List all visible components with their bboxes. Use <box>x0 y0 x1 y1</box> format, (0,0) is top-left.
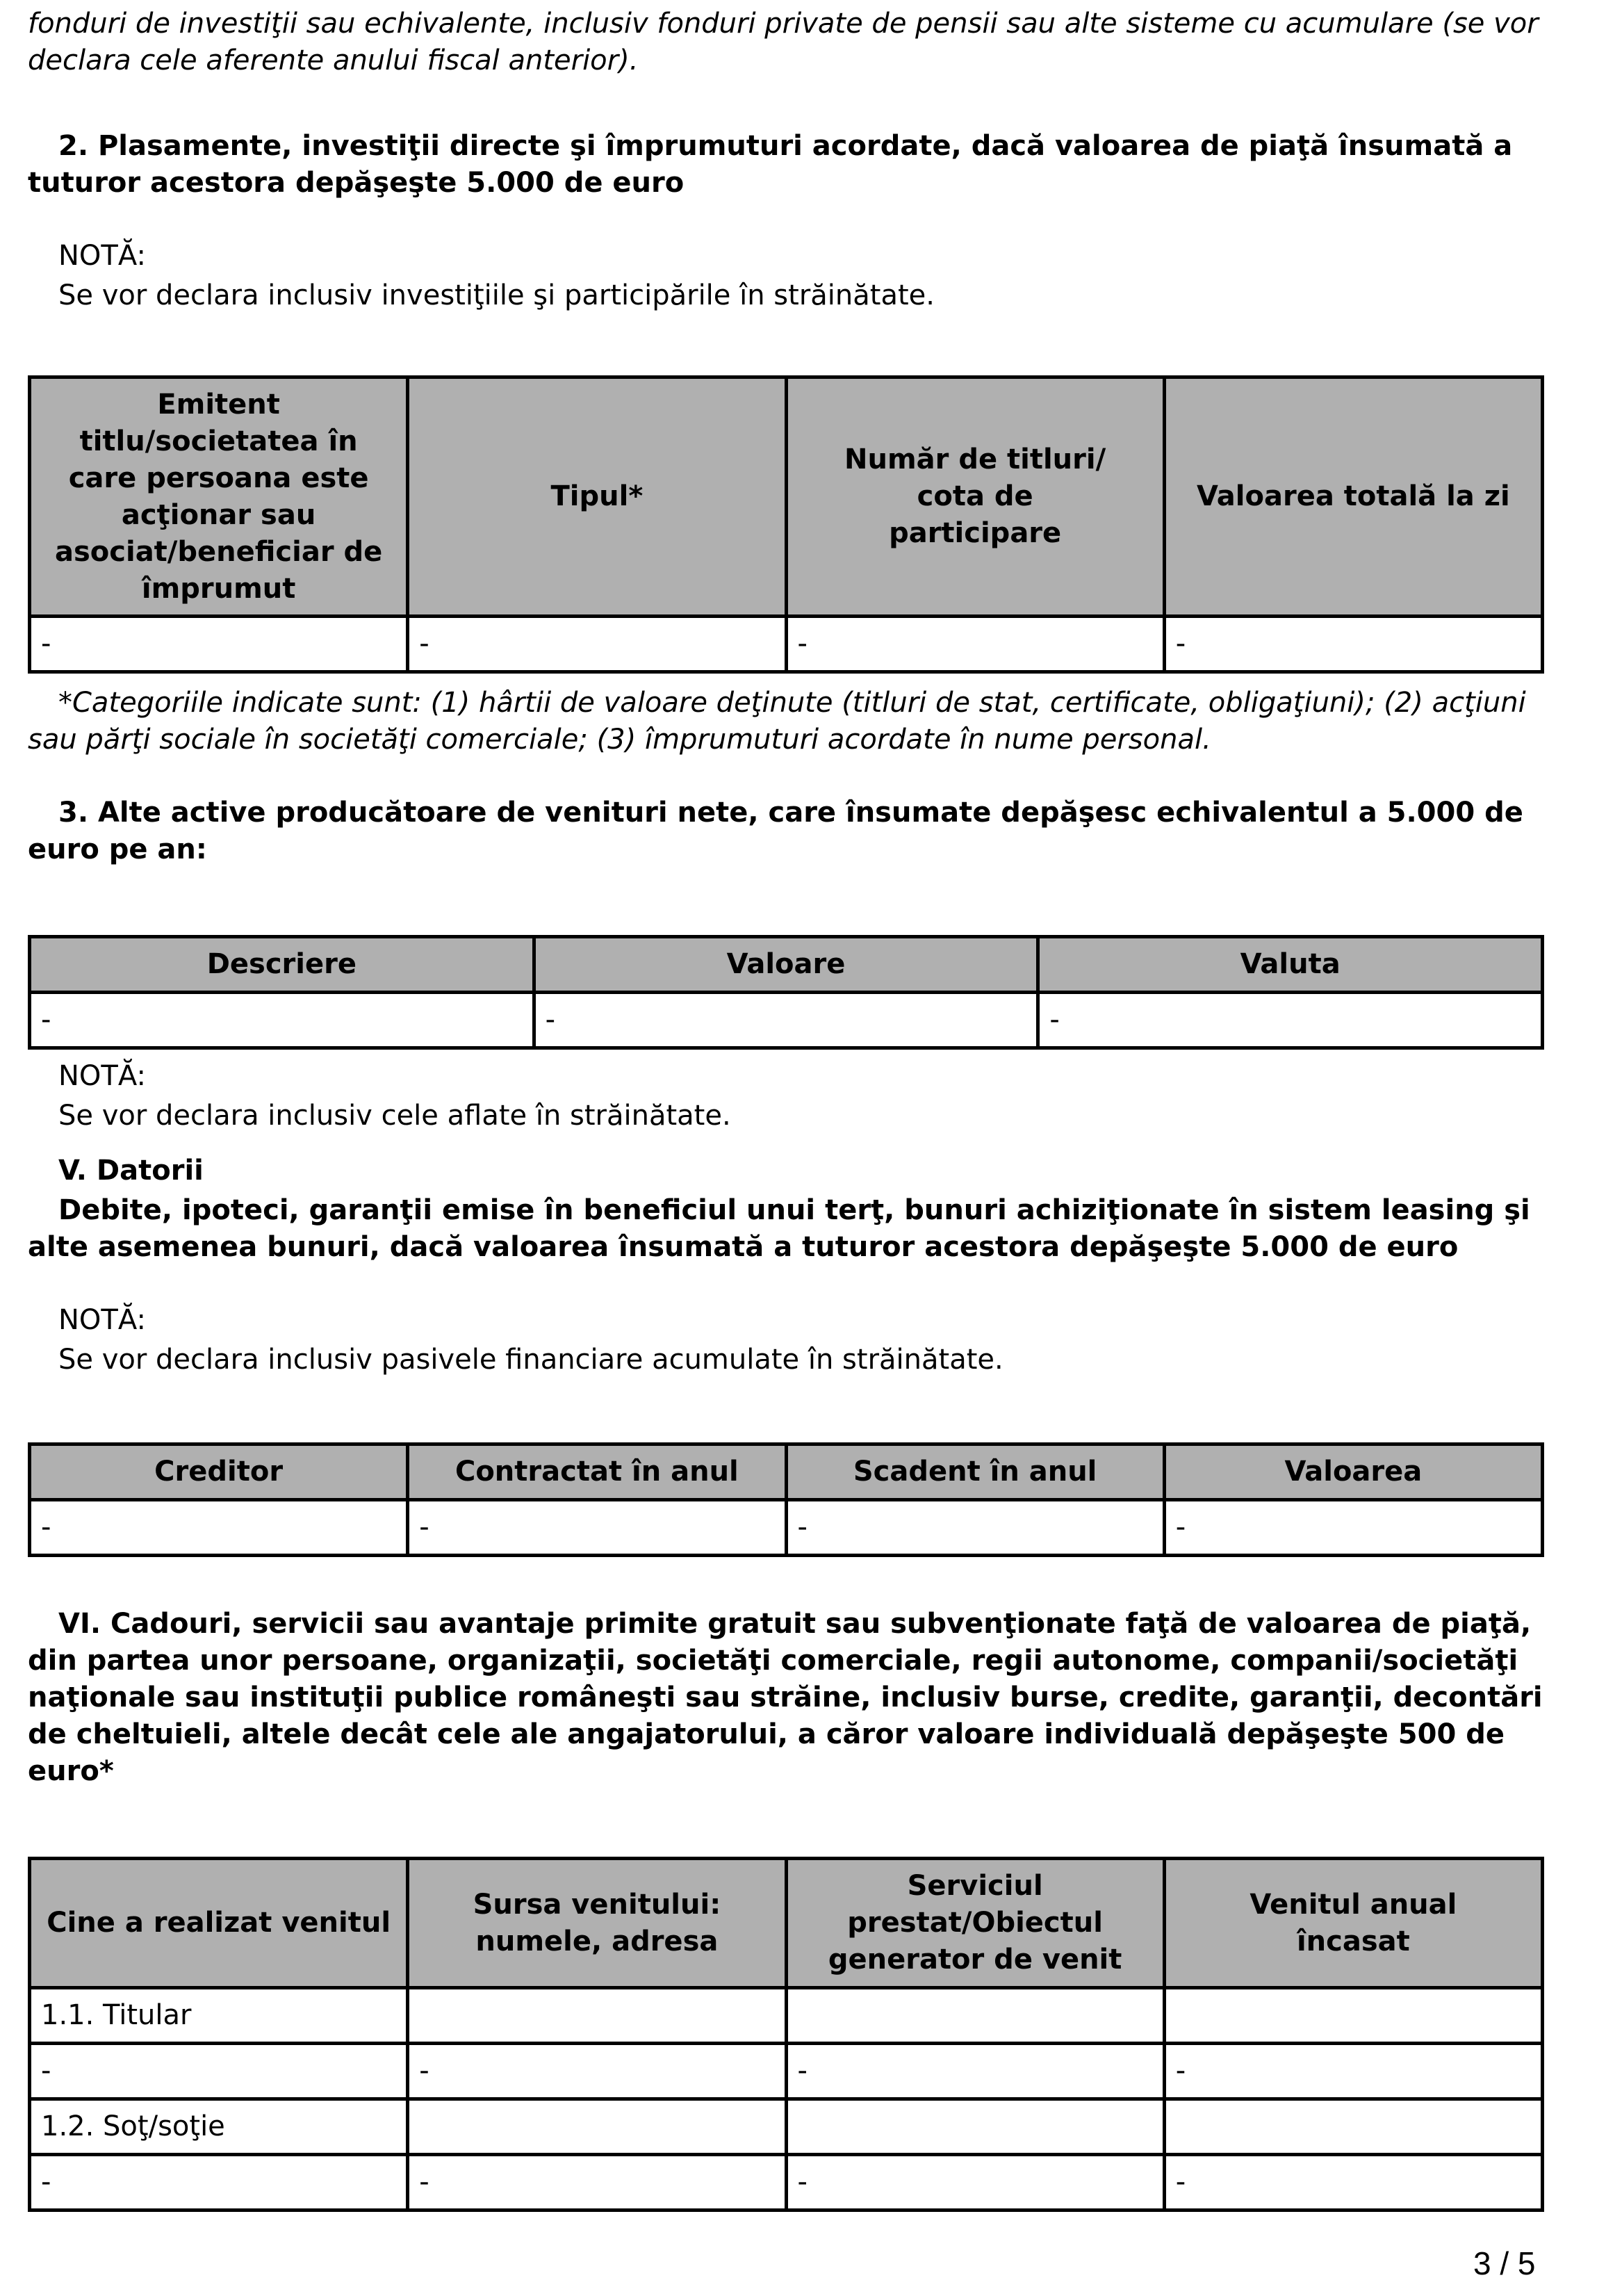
table-cell: - <box>786 1500 1164 1556</box>
table-row <box>30 1988 1543 2044</box>
column-header: Valoarea <box>1164 1444 1542 1500</box>
column-header: Valoarea totală la zi <box>1164 377 1542 617</box>
table-cell: - <box>30 2155 408 2210</box>
table-cell: - <box>1038 993 1543 1048</box>
table-cell <box>786 1988 1164 2044</box>
table-cell: - <box>408 2155 786 2210</box>
table-cell: - <box>1164 1500 1542 1556</box>
table-header-row <box>30 1444 1543 1500</box>
column-header: Valoare <box>534 937 1038 993</box>
table-row <box>30 2155 1543 2210</box>
column-header: Scadent în anul <box>786 1444 1164 1500</box>
other-assets-table <box>28 935 1544 1050</box>
section5-note-text: Se vor declara inclusiv pasivele financiare acumulate în străinătate. <box>58 1344 1003 1376</box>
table-cell <box>786 2099 1164 2155</box>
table-cell: - <box>786 617 1164 672</box>
intro-continuation: fonduri de investiţii sau echivalente, inclusiv fonduri private de pensii sau alte sisteme cu acumulare (se vor declara cele aferente anului fiscal anterior). <box>28 8 1539 76</box>
table-cell: - <box>408 1500 786 1556</box>
column-header: Serviciul prestat/Obiectul generator de venit <box>786 1859 1164 1988</box>
section3-heading: 3. Alte active producătoare de venituri nete, care însumate depăşesc echivalentul a 5.000 de euro pe an: <box>28 797 1523 865</box>
column-header: Venitul anual încasat <box>1164 1859 1542 1988</box>
table-cell: 1.1. Titular <box>30 1988 408 2044</box>
column-header: Creditor <box>30 1444 408 1500</box>
section5-note-label: NOTĂ: <box>58 1304 146 1336</box>
document-page <box>28 0 1544 2212</box>
column-header: Valuta <box>1038 937 1543 993</box>
section5-title: V. Datorii <box>58 1155 204 1187</box>
debts-table <box>28 1442 1544 1557</box>
table-cell: - <box>534 993 1038 1048</box>
table-cell: - <box>30 2044 408 2099</box>
table-row <box>30 2044 1543 2099</box>
table-cell: - <box>30 993 534 1048</box>
column-header: Descriere <box>30 937 534 993</box>
table-cell <box>1164 2099 1542 2155</box>
table-cell <box>408 1988 786 2044</box>
section3-note-label: NOTĂ: <box>58 1060 146 1092</box>
section2-heading: 2. Plasamente, investiţii directe şi împrumuturi acordate, dacă valoarea de piaţă însumată a tuturor acestora depăşeşte 5.000 de euro <box>28 130 1513 199</box>
column-header: Cine a realizat venitul <box>30 1859 408 1988</box>
section2-footnote: *Categoriile indicate sunt: (1) hârtii de valoare deţinute (titluri de stat, certificate, obligaţiuni); (2) acţiuni sau părţi sociale în societăţi comerciale; (3) împrumuturi acordate în nume personal. <box>28 687 1526 756</box>
table-cell: - <box>30 1500 408 1556</box>
column-header: Sursa venitului: numele, adresa <box>408 1859 786 1988</box>
table-cell: - <box>1164 2155 1542 2210</box>
table-row <box>30 993 1543 1048</box>
table-cell: - <box>786 2155 1164 2210</box>
investments-table <box>28 375 1544 674</box>
section2-note-text: Se vor declara inclusiv investiţiile şi participările în străinătate. <box>58 279 935 311</box>
column-header: Număr de titluri/ cota de participare <box>786 377 1164 617</box>
table-row <box>30 2099 1543 2155</box>
table-header-row <box>30 377 1543 617</box>
table-cell <box>408 2099 786 2155</box>
section6-heading: VI. Cadouri, servicii sau avantaje primite gratuit sau subvenţionate faţă de valoarea de piaţă, din partea unor persoane, organizaţii, societăţi comerciale, regii autonome, companii/societăţi naţionale sau instituţii publice româneşti sau străine, inclusiv burse, credite, garanţii, decontări de cheltuieli, altele decât cele ale angajatorului, a căror valoare individuală depăşeşte 500 de euro* <box>28 1608 1543 1787</box>
section2-note-label: NOTĂ: <box>58 240 146 272</box>
table-header-row <box>30 1859 1543 1988</box>
table-cell: - <box>1164 617 1542 672</box>
section3-note-text: Se vor declara inclusiv cele aflate în străinătate. <box>58 1100 731 1132</box>
page-number: 3 / 5 <box>1473 2245 1536 2281</box>
table-row <box>30 617 1543 672</box>
column-header: Tipul* <box>408 377 786 617</box>
table-cell <box>1164 1988 1542 2044</box>
table-cell: - <box>1164 2044 1542 2099</box>
gifts-table <box>28 1857 1544 2212</box>
table-row <box>30 1500 1543 1556</box>
column-header: Emitent titlu/societatea în care persoana este acţionar sau asociat/beneficiar de împrumut <box>30 377 408 617</box>
table-header-row <box>30 937 1543 993</box>
table-cell: 1.2. Soţ/soţie <box>30 2099 408 2155</box>
column-header: Contractat în anul <box>408 1444 786 1500</box>
table-cell: - <box>408 617 786 672</box>
table-cell: - <box>30 617 408 672</box>
table-cell: - <box>786 2044 1164 2099</box>
table-cell: - <box>408 2044 786 2099</box>
section5-heading: Debite, ipoteci, garanţii emise în beneficiul unui terţ, bunuri achiziţionate în sistem leasing şi alte asemenea bunuri, dacă valoarea însumată a tuturor acestora depăşeşte 5.000 de euro <box>28 1194 1530 1263</box>
